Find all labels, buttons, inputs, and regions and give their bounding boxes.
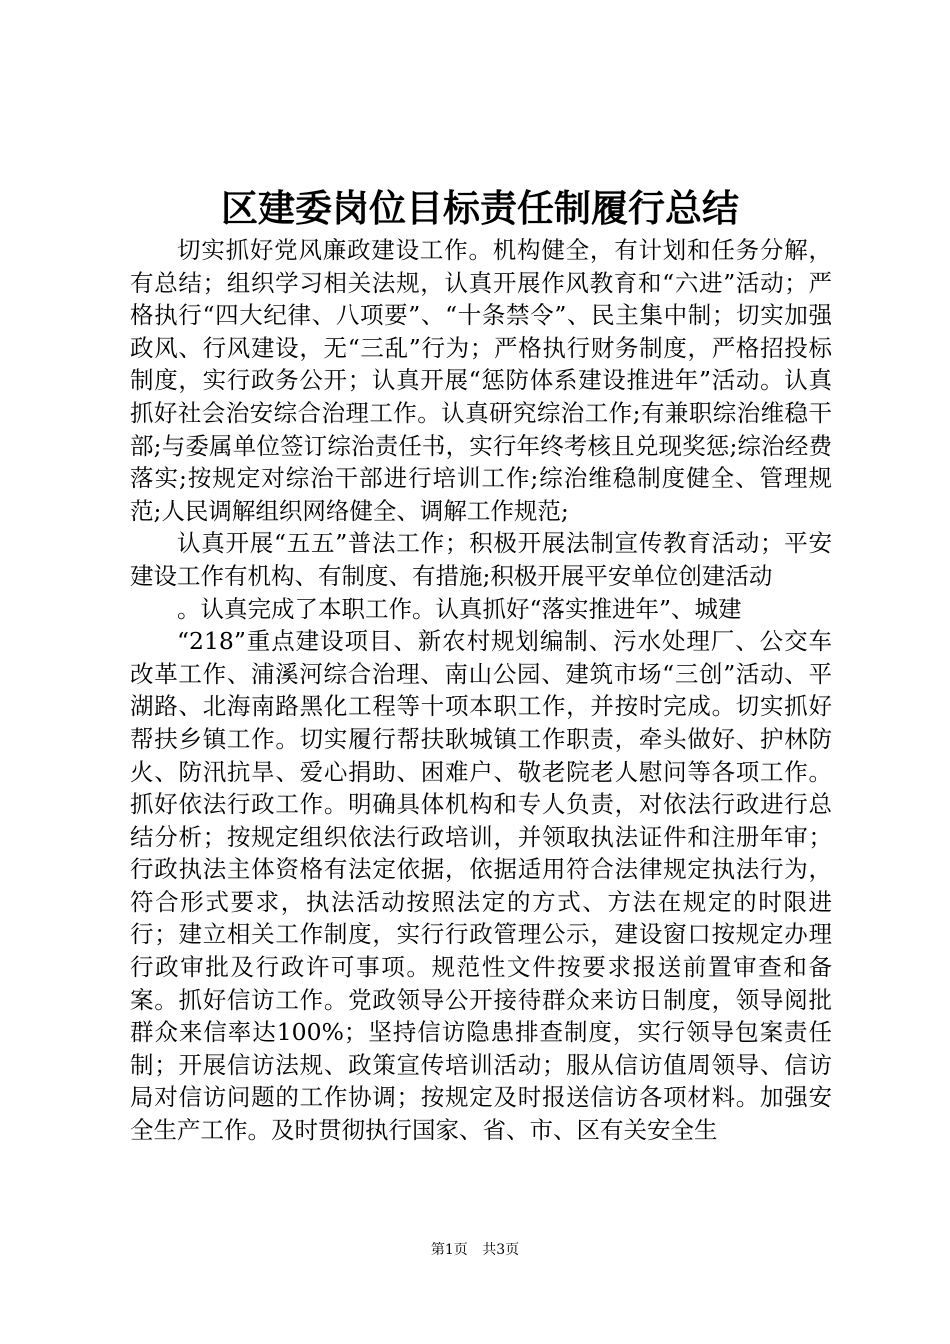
paragraph-legal-education: 认真开展“五五”普法工作；积极开展法制宣传教育活动；平安建设工作有机构、有制度、有措施;积极开展平安单位创建活动 [130, 529, 832, 590]
paragraph-party-conduct: 切实抓好党风廉政建设工作。机构健全，有计划和任务分解，有总结；组织学习相关法规，认真开展作风教育和“六进”活动；严格执行“四大纪律、八项要”、“十条禁令”、民主集中制；切实加强政风、行风建设，无“三乱”行为；严格执行财务制度，严格招投标制度，实行政务公开；认真开展“惩防体系建设推进年”活动。认真抓好社会治安综合治理工作。认真研究综治工作;有兼职综治维稳干部;与委属单位签订综治责任书，实行年终考核且兑现奖惩;综治经费落实;按规定对综治干部进行培训工作;综治维稳制度健全、管理规范;人民调解组织网络健全、调解工作规范; [130, 236, 832, 525]
page-number: 第1页 [430, 1242, 468, 1258]
paragraph-duty-intro: 。认真完成了本职工作。认真抓好“落实推进年”、城建 [177, 594, 742, 623]
document-title: 区建委岗位目标责任制履行总结 [221, 186, 739, 230]
page-total: 共3页 [482, 1242, 520, 1258]
paragraph-key-projects: “218”重点建设项目、新农村规划编制、污水处理厂、公交车改革工作、浦溪河综合治理、南山公园、建筑市场“三创”活动、平湖路、北海南路黑化工程等十项本职工作，并按时完成。切实抓好帮扶乡镇工作。切实履行帮扶耿城镇工作职责，牵头做好、护林防火、防汛抗旱、爱心捐助、困难户、敬老院老人慰问等各项工作。抓好依法行政工作。明确具体机构和专人负责，对依法行政进行总结分析；按规定组织依法行政培训，并领取执法证件和注册年审；行政执法主体资格有法定依据，依据适用符合法律规定执法行为，符合形式要求，执法活动按照法定的方式、方法在规定的时限进行；建立相关工作制度，实行行政管理公示，建设窗口按规定办理行政审批及行政许可事项。规范性文件按要求报送前置审查和备案。抓好信访工作。党政领导公开接待群众来访日制度，领导阅批群众来信率达100%；坚持信访隐患排查制度，实行领导包案责任制；开展信访法规、政策宣传培训活动；服从信访值周领导、信访局对信访问题的工作协调；按规定及时报送信访各项材料。加强安全生产工作。及时贯彻执行国家、省、市、区有关安全生 [130, 627, 832, 1145]
document-body [130, 234, 832, 1147]
page-footer [0, 1240, 950, 1260]
